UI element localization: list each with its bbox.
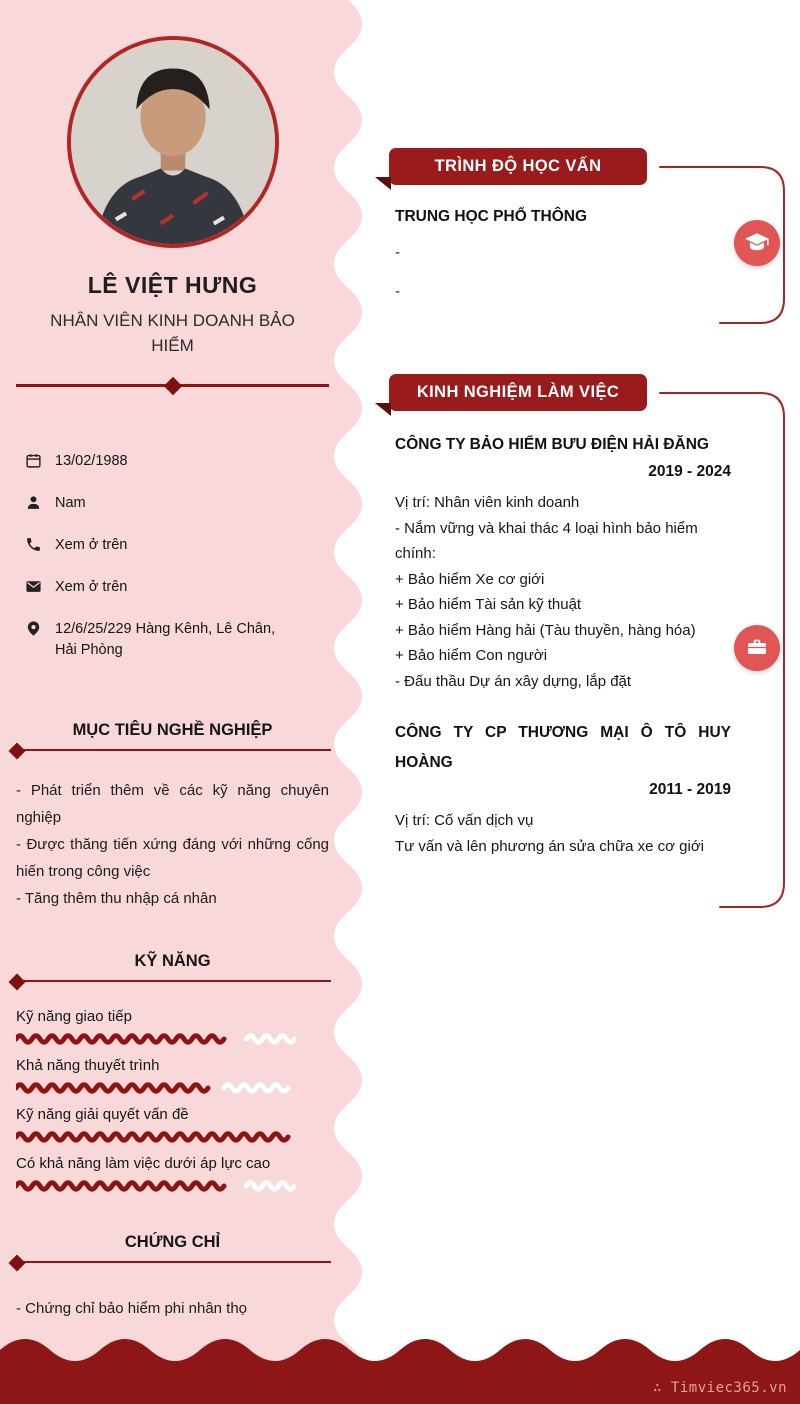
job-position: Vị trí: Cố vấn dịch vụ — [395, 812, 534, 830]
objective-section — [0, 721, 345, 912]
skill-level-bar — [16, 1032, 329, 1046]
job-entry — [395, 718, 731, 859]
contact-phone-value: Xem ở trên — [55, 537, 128, 554]
graduation-cap-icon — [734, 220, 780, 266]
contact-list — [25, 451, 330, 661]
company-name: CÔNG TY BẢO HIỂM BƯU ĐIỆN HẢI ĐĂNG — [395, 436, 709, 453]
skill-label: Khả năng thuyết trình — [16, 1057, 160, 1075]
education-body — [375, 166, 785, 304]
skill-label: Kỹ năng giao tiếp — [16, 1008, 132, 1026]
skill-level-bar — [16, 1081, 329, 1095]
skill-item — [16, 1155, 329, 1193]
diamond-icon — [9, 974, 26, 991]
skills-heading — [14, 952, 331, 982]
experience-heading-text: KINH NGHIỆM LÀM VIỆC — [416, 383, 620, 401]
skill-item — [16, 1057, 329, 1095]
job-detail: + Bảo hiểm Tài sản kỹ thuật — [395, 596, 582, 614]
certificate-item: - Chứng chỉ bảo hiểm phi nhân thọ — [16, 1300, 248, 1318]
contact-dob-value: 13/02/1988 — [55, 453, 128, 470]
objective-body — [16, 777, 329, 912]
school-name: TRUNG HỌC PHỔ THÔNG — [395, 208, 588, 225]
skills-heading-text: KỸ NĂNG — [134, 952, 211, 971]
job-detail: - Nắm vững và khai thác 4 loại hình bảo hiểm chính: — [395, 519, 698, 563]
brand-watermark: ∴ Timviec365.vn — [653, 1380, 787, 1396]
skill-label: Có khả năng làm việc dưới áp lực cao — [16, 1155, 271, 1173]
title-divider — [16, 384, 329, 387]
objective-item: - Được thăng tiến xứng đáng với những cống hiến trong công việc — [16, 836, 329, 881]
diamond-icon — [9, 743, 26, 760]
envelope-icon — [25, 578, 42, 595]
phone-icon — [25, 536, 42, 553]
certificates-heading — [14, 1233, 331, 1263]
diamond-icon — [163, 377, 181, 395]
diamond-icon — [9, 1255, 26, 1272]
contact-email-value: Xem ở trên — [55, 579, 128, 596]
portrait-placeholder — [71, 40, 275, 244]
location-pin-icon — [25, 620, 42, 637]
experience-body — [375, 392, 785, 859]
profile-photo — [67, 36, 279, 248]
skill-label: Kỹ năng giải quyết vấn đề — [16, 1106, 189, 1124]
job-period: 2011 - 2019 — [649, 781, 731, 799]
skills-list — [16, 1008, 329, 1193]
job-detail: - Đấu thầu Dự án xây dựng, lắp đặt — [395, 672, 632, 690]
job-position: Vị trí: Nhân viên kinh doanh — [395, 494, 580, 512]
contact-gender-value: Nam — [55, 495, 86, 512]
contact-address — [25, 619, 330, 661]
skill-item — [16, 1008, 329, 1046]
experience-section — [375, 383, 785, 908]
skills-section — [0, 952, 345, 1193]
job-entry — [395, 430, 731, 694]
education-section — [375, 157, 785, 324]
skill-level-bar — [16, 1179, 329, 1193]
education-heading-badge — [389, 148, 647, 185]
objective-heading — [14, 721, 331, 751]
education-line: - — [395, 283, 400, 300]
job-detail: + Bảo hiểm Hàng hải (Tàu thuyền, hàng hóa) — [395, 621, 696, 639]
contact-gender — [25, 493, 330, 514]
education-line: - — [395, 244, 400, 261]
person-icon — [25, 494, 42, 511]
job-detail: + Bảo hiểm Xe cơ giới — [395, 570, 545, 588]
experience-heading-badge — [389, 374, 647, 411]
objective-item: - Tăng thêm thu nhập cá nhân — [16, 890, 217, 908]
company-name: CÔNG TY CP THƯƠNG MẠI Ô TÔ HUY HOÀNG — [395, 724, 731, 771]
objective-item: - Phát triển thêm về các kỹ năng chuyên nghiệp — [16, 782, 329, 827]
contact-phone — [25, 535, 330, 556]
certificates-section — [0, 1233, 345, 1322]
main-column — [375, 0, 785, 908]
contact-email — [25, 577, 330, 598]
job-period: 2019 - 2024 — [648, 463, 731, 481]
briefcase-icon — [734, 625, 780, 671]
skill-level-bar — [16, 1130, 329, 1144]
job-detail: + Bảo hiểm Con người — [395, 647, 548, 665]
contact-address-value: 12/6/25/229 Hàng Kênh, Lê Chân, Hải Phòng — [55, 621, 276, 659]
skill-item — [16, 1106, 329, 1144]
education-heading-text: TRÌNH ĐỘ HỌC VẤN — [434, 157, 602, 175]
certificates-heading-text: CHỨNG CHỈ — [124, 1233, 221, 1252]
objective-heading-text: MỤC TIÊU NGHỀ NGHIỆP — [72, 721, 273, 740]
job-detail: Tư vấn và lên phương án sửa chữa xe cơ giới — [395, 837, 704, 855]
sidebar — [0, 0, 332, 1404]
candidate-name: LÊ VIỆT HƯNG — [87, 272, 258, 298]
candidate-title: NHÂN VIÊN KINH DOANH BẢO HIỂM — [50, 311, 295, 355]
contact-dob — [25, 451, 330, 472]
calendar-icon — [25, 452, 42, 469]
